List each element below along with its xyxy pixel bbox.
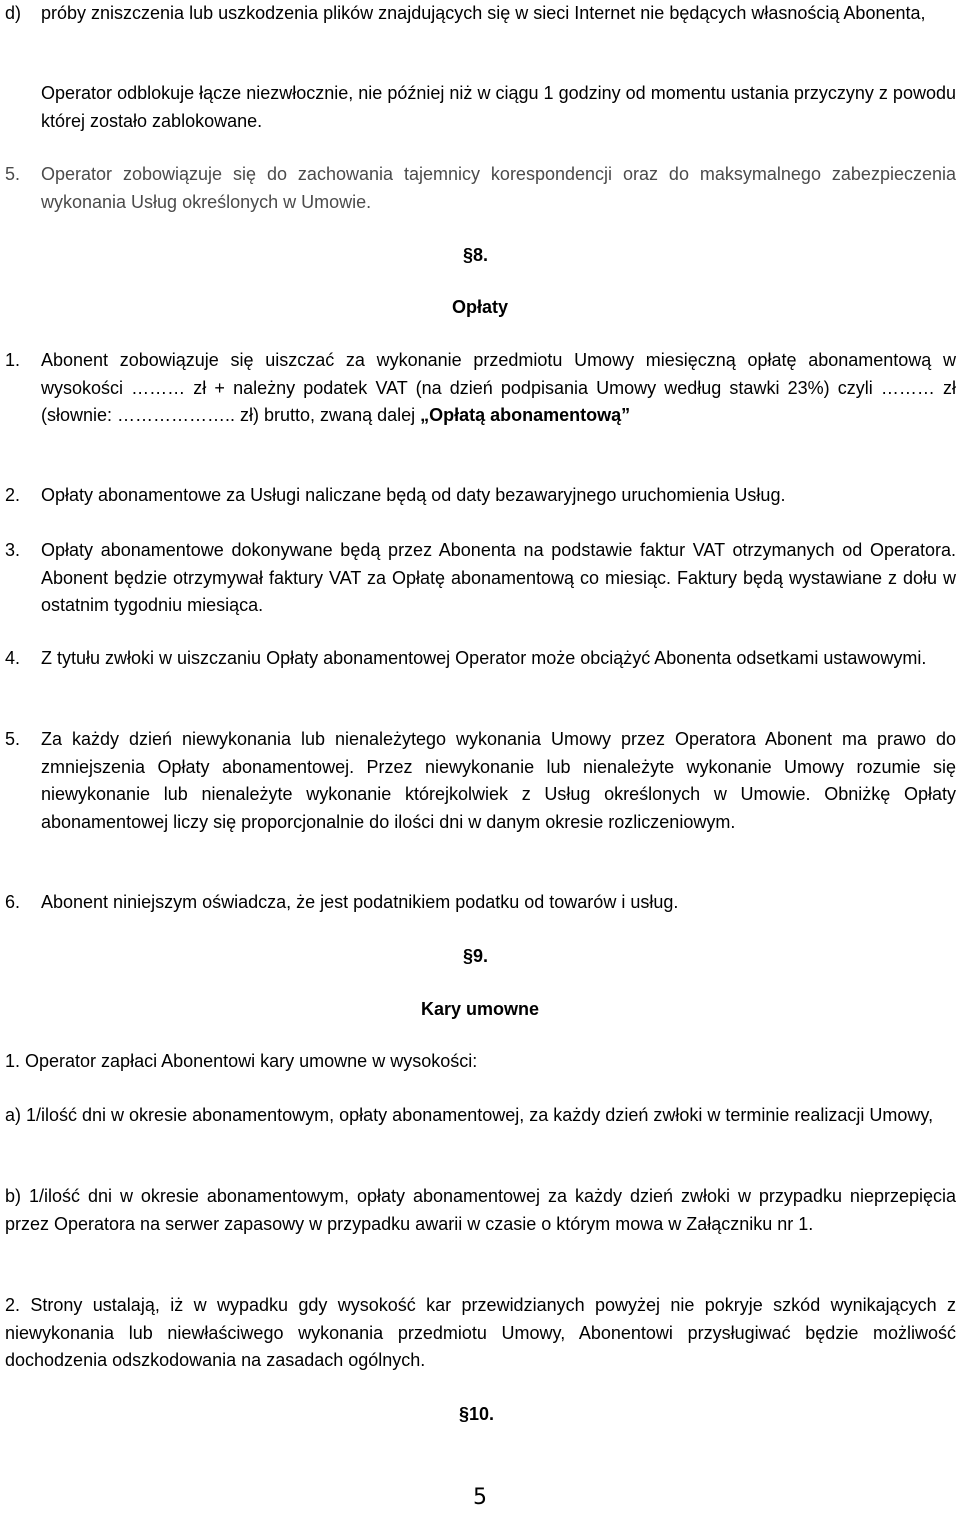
section-9-item-2 [0,1292,960,1375]
section-8-item-5-text: Za każdy dzień niewykonania lub nienależytego wykonania Umowy przez Operatora Abonent ma prawo do zmniejszenia Opłaty abonamentowej. Przez niewykonanie lub nienależyte wykonanie Umowy rozumie się niewykonanie lub nienależyte wykonanie którejkolwiek z Usług określonych w Umowie. Obniżkę Opłaty abonamentowej liczy się proporcjonalnie do ilości dni w danym okresie rozliczeniowym. [41,729,956,832]
section-8-title: Opłaty [451,297,508,317]
section-9-item-b-text: b) 1/ilość dni w okresie abonamentowym, opłaty abonamentowej za każdy dzień zwłoki w przypadku nieprzepięcia przez Operatora na serwer zapasowy w przypadku awarii w czasie o którym mowa w Załączniku nr 1. [5,1186,956,1234]
page-number: 5 [473,1485,487,1510]
section-8-item-1-num: 1. [5,350,21,370]
section-9-item-a [0,1102,960,1130]
section-8-item-2-text: Opłaty abonamentowe za Usługi naliczane będą od daty bezawaryjnego uruchomienia Usług. [41,485,786,505]
unblock-text: Operator odblokuje łącze niezwłocznie, nie później niż w ciągu 1 godziny od momentu ustania przyczyny z powodu której zostało zablokowane. [41,83,956,131]
section-9-item-a-text: a) 1/ilość dni w okresie abonamentowym, opłaty abonamentowej, za każdy dzień zwłoki w terminie realizacji Umowy, [5,1105,934,1125]
section-8-item-6-text: Abonent niniejszym oświadcza, że jest podatnikiem podatku od towarów i usług. [41,892,679,912]
section-8-item-4-num: 4. [5,648,21,668]
section-9-item-1-text: 1. Operator zapłaci Abonentowi kary umowne w wysokości: [5,1051,478,1071]
section-9-title: Kary umowne [420,999,540,1019]
section-8-item-4-text: Z tytułu zwłoki w uiszczaniu Opłaty abonamentowej Operator może obciążyć Abonenta odsetkami ustawowymi. [41,648,927,668]
section-8-item-5 [0,726,960,836]
section-8-item-1-text [41,347,956,430]
intro-point-5-num: 5. [5,164,21,184]
section-9-item-2-text: 2. Strony ustalają, iż w wypadku gdy wysokość kar przewidzianych powyżej nie pokryje szkód wynikających z niewykonania lub niewłaściwego wykonania przedmiotu Umowy, Abonentowi przysługiwać będzie możliwość dochodzenia odszkodowania na zasadach ogólnych. [5,1295,956,1370]
section-9-item-b [0,1183,960,1238]
unblock-paragraph [0,80,960,135]
section-8-item-3 [0,537,960,620]
intro-point-5-text: Operator zobowiązuje się do zachowania tajemnicy korespondencji oraz do maksymalnego zabezpieczenia wykonania Usług określonych w Umowie. [41,164,956,212]
section-8-item-1-defined-term: „Opłatą abonamentową” [420,405,631,425]
section-8-number: §8. [463,245,489,265]
section-8-item-6-num: 6. [5,892,21,912]
section-10-number: §10. [459,1404,495,1424]
intro-point-5 [0,161,960,216]
section-8-item-2 [0,482,960,510]
section-8-item-2-num: 2. [5,485,21,505]
section-9-number: §9. [463,946,489,966]
section-8-item-3-text: Opłaty abonamentowe dokonywane będą przez Abonenta na podstawie faktur VAT otrzymanych od Operatora. Abonent będzie otrzymywał faktury VAT za Opłatę abonamentową co miesiąc. Faktury będą wystawiane z dołu w ostatnim tygodniu miesiąca. [41,540,956,615]
section-9-item-1 [0,1048,960,1076]
section-8-item-4 [0,645,960,673]
section-8-item-1 [0,347,960,430]
section-8-item-3-num: 3. [5,540,21,560]
section-8-item-1-text-a: Abonent zobowiązuje się uiszczać za wykonanie przedmiotu Umowy miesięczną opłatę abonamentową w wysokości ……… zł + należny podatek VAT (na dzień podpisania Umowy według stawki 23%) czyli ……… zł (słownie: ……………….. zł) brutto, zwaną dalej [41,350,956,425]
section-8-item-6 [0,889,960,917]
item-d-label: d) [5,3,22,23]
item-d [0,0,960,28]
item-d-text: próby zniszczenia lub uszkodzenia plików znajdujących się w sieci Internet nie będących własnością Abonenta, [41,3,926,23]
section-8-item-5-num: 5. [5,729,21,749]
